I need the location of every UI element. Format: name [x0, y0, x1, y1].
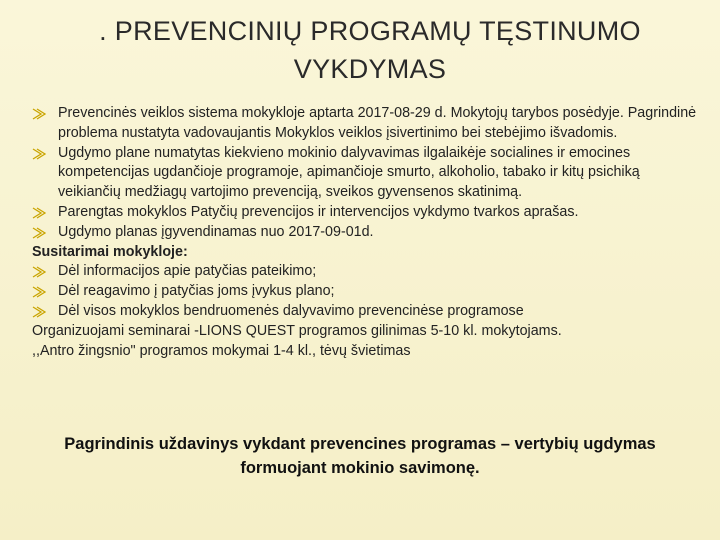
list-item: [32, 223, 700, 243]
bullet-text: Ugdymo planas įgyvendinamas nuo 2017-09-01d.: [58, 223, 374, 240]
list-item: [32, 282, 700, 302]
arrow-bullet-icon: [32, 262, 58, 282]
page-title: . PREVENCINIŲ PROGRAMŲ TĘSTINUMO VYKDYMAS: [99, 16, 641, 84]
arrow-bullet-icon: [32, 302, 58, 322]
bullet-text: Ugdymo plane numatytas kiekvieno mokinio dalyvavimas ilgalaikėje socialines ir emocines kompetencijas ugdančioje programoje, apimančioje smurto, alkoholio, tabako ir kitų psichiką veikiančių medžiagų vartojimo prevenciją, sveikos gyvensenos skatinimą.: [58, 144, 640, 201]
list-item: [32, 302, 700, 322]
bullet-text: Parengtas mokyklos Patyčių prevencijos ir intervencijos vykdymo tvarkos aprašas.: [58, 203, 579, 220]
arrow-bullet-icon: [32, 223, 58, 243]
arrow-bullet-icon: [32, 104, 58, 144]
subheading: Susitarimai mokykloje:: [32, 243, 188, 260]
arrow-bullet-icon: [32, 203, 58, 223]
plain-line: Organizuojami seminarai -LIONS QUEST programos gilinimas 5-10 kl. mokytojams.: [32, 322, 562, 339]
bullet-text: Dėl informacijos apie patyčias pateikimo;: [58, 263, 317, 280]
slide-content: [32, 104, 700, 361]
list-item: [32, 203, 700, 223]
bullet-text: Dėl visos mokyklos bendruomenės dalyvavimo prevencinėse programose: [58, 302, 524, 319]
list-item: [32, 262, 700, 282]
list-item: [32, 104, 700, 144]
list-item: [32, 144, 700, 203]
arrow-bullet-icon: [32, 282, 58, 302]
footer-statement: Pagrindinis uždavinys vykdant prevencines programas – vertybių ugdymas formuojant mokinio savimonę.: [64, 435, 656, 477]
arrow-bullet-icon: [32, 144, 58, 203]
bullet-text: Prevencinės veiklos sistema mokykloje aptarta 2017-08-29 d. Mokytojų tarybos posėdyje. Pagrindinė problema nustatyta vadovaujantis Mokyklos veiklos įsivertinimo bei stebėjimo išvadomis.: [58, 105, 697, 141]
plain-line: ,,Antro žingsnio" programos mokymai 1-4 kl., tėvų švietimas: [32, 342, 411, 359]
bullet-text: Dėl reagavimo į patyčias joms įvykus plano;: [58, 283, 335, 300]
